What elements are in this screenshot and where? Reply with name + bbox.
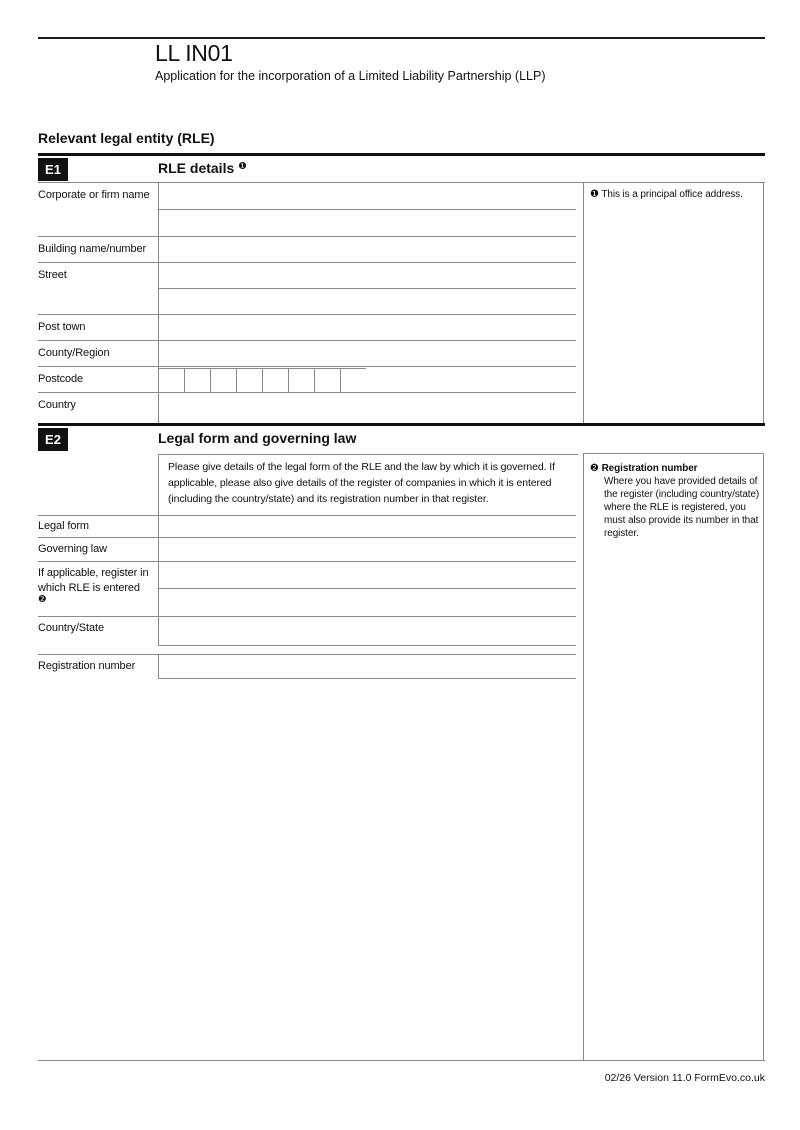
legal-form-field[interactable] — [160, 516, 574, 536]
label-registration-number: Registration number — [38, 660, 136, 672]
divider-line — [38, 262, 576, 263]
e1-sidebar-note — [590, 188, 758, 201]
section-e2-title: Legal form and governing law — [158, 430, 357, 446]
form-title: Application for the incorporation of a Limited Liability Partnership (LLP) — [155, 69, 546, 83]
e2-sidebar-note — [590, 462, 760, 540]
label-register-text: If applicable, register in which RLE is entered — [38, 567, 149, 594]
page-heading: Relevant legal entity (RLE) — [38, 130, 215, 146]
section-e1-rule — [38, 153, 765, 156]
section-e1-title — [158, 160, 247, 176]
label-street: Street — [38, 269, 67, 281]
divider-line — [38, 366, 576, 367]
top-rule — [38, 37, 765, 39]
county-field[interactable] — [160, 342, 574, 365]
register-note-marker: ❷ — [38, 594, 47, 605]
divider-line — [38, 654, 576, 655]
divider-line — [38, 392, 576, 393]
country-state-field[interactable] — [160, 618, 574, 644]
label-building: Building name/number — [38, 243, 147, 255]
governing-law-field[interactable] — [160, 539, 574, 560]
street-field-line2[interactable] — [160, 290, 574, 313]
register-field-line2[interactable] — [160, 590, 574, 615]
postcode-cell[interactable] — [262, 368, 288, 392]
label-post-town: Post town — [38, 321, 86, 333]
label-legal-form: Legal form — [38, 520, 89, 532]
corporate-name-field-line1[interactable] — [160, 184, 574, 208]
register-field-line1[interactable] — [160, 563, 574, 587]
divider-line — [38, 616, 576, 617]
street-field-line1[interactable] — [160, 264, 574, 287]
section-e1-note-marker: ❶ — [238, 161, 247, 172]
section-e2-badge: E2 — [38, 428, 68, 451]
divider-line — [38, 561, 576, 562]
section-e1-badge: E1 — [38, 158, 68, 181]
e1-sidebar-note-box — [583, 182, 764, 423]
bottom-rule — [38, 1060, 765, 1061]
country-field[interactable] — [160, 394, 574, 421]
divider-line — [158, 288, 576, 289]
label-country-state: Country/State — [38, 622, 104, 634]
registration-number-field[interactable] — [160, 656, 574, 677]
postcode-cell[interactable] — [314, 368, 340, 392]
label-register — [38, 566, 150, 611]
postcode-cell[interactable] — [184, 368, 210, 392]
e2-intro-text: Please give details of the legal form of the RLE and the law by which it is governed. If applicable, please also give details of the register of companies in which it is entered (including the country/state) and its registration number in that register. — [158, 454, 578, 515]
e2-note-title: Registration number — [601, 463, 698, 474]
label-corporate-name: Corporate or firm name — [38, 189, 150, 201]
postcode-cell[interactable] — [340, 368, 366, 392]
section-e2-rule — [38, 423, 765, 426]
field-edge-line — [158, 654, 159, 679]
e2-note-marker: ❷ — [590, 463, 599, 474]
divider-line — [38, 314, 576, 315]
postcode-cell[interactable] — [158, 368, 184, 392]
e1-note-marker: ❶ — [590, 189, 599, 200]
divider-line — [158, 588, 576, 589]
divider-line — [158, 678, 576, 679]
footer-version-text: 02/26 Version 11.0 FormEvo.co.uk — [604, 1072, 765, 1084]
postcode-cell[interactable] — [210, 368, 236, 392]
field-edge-line — [158, 515, 159, 645]
label-county: County/Region — [38, 347, 110, 359]
e1-note-text: This is a principal office address. — [601, 189, 743, 200]
postcode-cell[interactable] — [288, 368, 314, 392]
postcode-cell[interactable] — [236, 368, 262, 392]
label-governing-law: Governing law — [38, 543, 108, 555]
corporate-name-field-line2[interactable] — [160, 211, 574, 235]
label-country: Country — [38, 399, 76, 411]
divider-line — [38, 537, 576, 538]
divider-line — [158, 209, 576, 210]
label-postcode: Postcode — [38, 373, 84, 385]
post-town-field[interactable] — [160, 316, 574, 339]
building-field[interactable] — [160, 238, 574, 261]
divider-line — [38, 236, 576, 237]
form-code: LL IN01 — [155, 40, 233, 66]
divider-line — [158, 645, 576, 646]
e2-note-body: Where you have provided details of the register (including country/state) where the RLE is registered, you must also provide its number in that register. — [604, 476, 760, 539]
e2-sidebar-note-box — [583, 453, 764, 1061]
divider-line — [38, 340, 576, 341]
section-e1-title-text: RLE details — [158, 160, 235, 176]
